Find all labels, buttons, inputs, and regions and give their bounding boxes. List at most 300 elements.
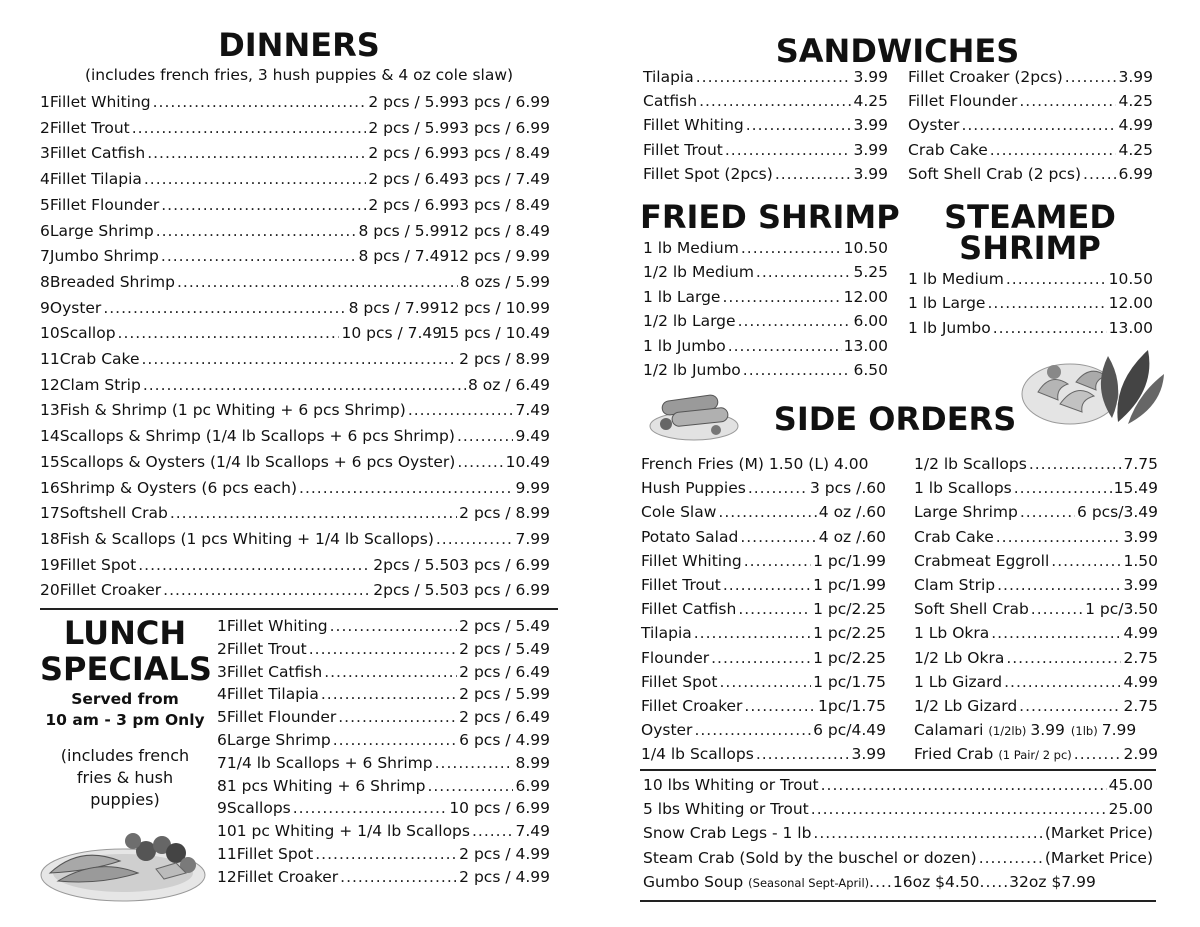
item-price: 4.99 xyxy=(1118,116,1153,135)
table-row xyxy=(40,452,550,472)
table-row xyxy=(40,143,550,163)
list-item xyxy=(908,269,1153,289)
item-name: Soft Shell Crab xyxy=(914,600,1029,619)
leader-dots: ..... xyxy=(979,873,1010,891)
item-price: 4.99 xyxy=(1123,624,1158,643)
list-item xyxy=(908,318,1153,338)
list-item xyxy=(914,575,1158,595)
table-row xyxy=(217,867,550,887)
item-name: Fillet Spot (2pcs) xyxy=(643,164,773,183)
item-number: 12 xyxy=(217,867,237,886)
leader-dots xyxy=(1051,551,1121,571)
leader-dots xyxy=(699,91,851,111)
leader-dots xyxy=(163,580,371,600)
item-name: Fillet Catfish xyxy=(641,600,737,619)
item-name: Soft Shell Crab (2 pcs) xyxy=(908,164,1082,183)
list-item xyxy=(641,551,886,571)
leader-dots xyxy=(177,272,458,292)
item-price: 8.99 xyxy=(515,753,550,772)
leader-dots xyxy=(740,527,816,547)
table-row xyxy=(40,246,550,266)
item-name: 1 lb Jumbo xyxy=(908,318,991,337)
table-row xyxy=(40,555,550,575)
item-number: 20 xyxy=(40,581,60,600)
item-name: 1 lb Medium xyxy=(643,239,739,257)
list-item xyxy=(914,623,1158,643)
list-item xyxy=(908,164,1153,184)
item-name: 1 lb Medium xyxy=(908,270,1004,288)
list-item xyxy=(641,672,886,692)
list-item xyxy=(641,648,886,668)
item-price: 6 pc/4.49 xyxy=(813,721,886,740)
lunch-note-1: (includes french xyxy=(60,746,190,765)
list-item xyxy=(641,478,886,498)
item-price: 3.99 xyxy=(1118,68,1153,86)
list-item xyxy=(641,696,886,716)
leader-dots xyxy=(813,823,1042,843)
item-price: 4 oz /.60 xyxy=(818,503,886,522)
list-item xyxy=(641,575,886,595)
leader-dots xyxy=(738,311,852,331)
list-item xyxy=(914,478,1158,498)
table-row xyxy=(217,707,550,727)
fried-shrimp-title: FRIED SHRIMP xyxy=(640,198,900,236)
list-item xyxy=(914,502,1158,522)
item-price: 2 pcs / 6.99 xyxy=(368,195,460,214)
item-name: Fillet Spot xyxy=(641,672,718,691)
leader-dots xyxy=(103,298,346,318)
list-item xyxy=(643,311,888,331)
item-number: 1 xyxy=(217,617,227,635)
leader-dots xyxy=(299,478,513,498)
item-name: 1 lb Scallops xyxy=(914,479,1012,498)
item-price: 1 pc/3.50 xyxy=(1085,600,1158,619)
table-row xyxy=(40,375,550,395)
item-price: 7.49 xyxy=(515,401,550,420)
item-price: 4.99 xyxy=(1123,672,1158,691)
item-price: 2 pcs / 8.99 xyxy=(459,350,550,368)
item-name: Clam Strip xyxy=(59,375,141,394)
item-number: 3 xyxy=(217,662,227,681)
leader-dots xyxy=(996,527,1122,547)
leader-dots xyxy=(156,221,357,241)
item-number: 3 xyxy=(40,144,50,163)
leader-dots xyxy=(293,798,448,818)
item-name: Jumbo Shrimp xyxy=(49,247,159,266)
item-number: 5 xyxy=(40,195,50,214)
item-price: 3 pcs / 6.99 xyxy=(459,118,550,137)
item-price: 3.99 xyxy=(853,164,888,183)
item-name: 1 Lb Okra xyxy=(914,624,990,643)
leader-dots xyxy=(993,318,1107,338)
item-name: 1 pcs Whiting + 6 Shrimp xyxy=(226,776,426,795)
item-price: 2 pcs / 6.49 xyxy=(459,708,550,727)
item-number: 19 xyxy=(40,555,60,574)
item-number: 11 xyxy=(40,350,60,368)
lunch-title-2: SPECIALS xyxy=(40,650,212,688)
leader-dots xyxy=(338,707,457,727)
leader-dots xyxy=(718,502,816,522)
list-item xyxy=(914,648,1158,668)
list-item xyxy=(914,551,1158,571)
leader-dots xyxy=(143,375,466,395)
list-item xyxy=(643,360,888,380)
item-price: 2 pcs / 5.99 xyxy=(368,93,460,111)
leader-dots xyxy=(427,776,513,796)
item-number: 10 xyxy=(217,822,237,841)
item-name: Large Shrimp xyxy=(226,731,331,749)
leader-dots xyxy=(147,143,366,163)
item-price: 4.25 xyxy=(1118,92,1153,111)
item-price: 15 pcs / 10.49 xyxy=(439,324,550,343)
item-number: 2 xyxy=(217,639,227,658)
item-price: 8 pcs / 5.99 xyxy=(358,221,450,240)
item-name: Fried Crab xyxy=(914,745,994,763)
item-price: 12.00 xyxy=(843,287,888,306)
table-row xyxy=(40,400,550,420)
item-name: Large Shrimp xyxy=(49,221,154,240)
list-item xyxy=(641,623,886,643)
leader-dots xyxy=(1004,672,1121,692)
item-price: 3.99 xyxy=(1123,576,1158,594)
leader-dots xyxy=(138,555,371,575)
leader-dots xyxy=(340,867,457,887)
item-number: 8 xyxy=(217,776,227,795)
item-price: 3.99 xyxy=(1030,721,1065,739)
item-name: 1/4 lb Scallops + 6 Shrimp xyxy=(226,753,433,772)
item-price: 10.50 xyxy=(843,239,888,257)
item-price: 12.00 xyxy=(1108,294,1153,313)
item-number: 5 xyxy=(217,708,227,727)
table-row xyxy=(217,844,550,864)
item-name: Cole Slaw xyxy=(641,503,717,522)
table-row xyxy=(217,639,550,659)
item-name: Fillet Whiting xyxy=(49,93,151,111)
lunch-served-1: Served from xyxy=(71,690,179,708)
leader-dots xyxy=(987,293,1106,313)
leader-dots xyxy=(408,400,514,420)
leader-dots xyxy=(141,349,457,369)
item-price: 15.49 xyxy=(1113,479,1158,498)
item-name: 5 lbs Whiting or Trout xyxy=(643,800,809,819)
item-number: 4 xyxy=(40,170,50,189)
item-name: Shrimp & Oysters (6 pcs each) xyxy=(59,478,298,497)
leader-dots xyxy=(161,246,357,266)
table-row xyxy=(40,323,550,343)
item-price: 45.00 xyxy=(1108,776,1153,794)
table-row xyxy=(40,426,550,446)
leader-dots xyxy=(324,662,457,682)
item-name: Fillet Trout xyxy=(49,118,130,137)
item-name: Softshell Crab xyxy=(59,504,168,523)
table-row xyxy=(217,821,550,841)
item-price: 7.75 xyxy=(1123,455,1158,473)
leader-dots xyxy=(991,623,1121,643)
leader-dots xyxy=(821,775,1107,795)
item-name: Fillet Catfish xyxy=(49,144,146,163)
item-price: 2 pcs / 5.99 xyxy=(459,685,550,704)
list-item xyxy=(908,67,1153,87)
item-price: 2pcs / 5.50 xyxy=(373,581,460,600)
table-row xyxy=(217,730,550,750)
leader-dots xyxy=(696,67,852,87)
leader-dots xyxy=(457,426,514,446)
item-price: 2.75 xyxy=(1123,697,1158,715)
item-price: 8 oz / 6.49 xyxy=(468,375,550,394)
leader-dots xyxy=(457,452,503,472)
item-name: Oyster xyxy=(641,721,693,740)
item-number: 16 xyxy=(40,478,60,497)
item-name: Fillet Trout xyxy=(643,140,723,159)
item-name: Crab Cake xyxy=(59,350,140,368)
list-item xyxy=(641,502,886,522)
egg-rolls-photo xyxy=(646,384,746,444)
leader-dots xyxy=(144,169,366,189)
item-price: 6 pcs / 4.99 xyxy=(459,731,550,749)
leader-dots xyxy=(1065,67,1117,87)
leader-dots xyxy=(728,336,842,356)
leader-dots xyxy=(979,848,1043,868)
item-name: Fish & Shrimp (1 pc Whiting + 6 pcs Shrimp) xyxy=(59,401,406,420)
item-price: 3 pcs / 6.99 xyxy=(459,555,550,574)
list-item xyxy=(914,454,1158,474)
list-item xyxy=(643,775,1153,795)
item-name: Fillet Catfish xyxy=(226,662,323,681)
item-detail: (1 Pair/ 2 pc) xyxy=(998,748,1072,762)
leader-dots xyxy=(132,118,367,138)
item-price: 1pc/1.75 xyxy=(818,697,886,715)
item-name: Large Shrimp xyxy=(914,503,1018,522)
item-name: 1/2 lb Scallops xyxy=(914,455,1027,473)
item-name: Fillet Flounder xyxy=(49,195,160,214)
item-price: 2 pcs / 5.49 xyxy=(459,617,550,635)
bottom-divider xyxy=(640,900,1156,902)
item-price: 1 pc/1.99 xyxy=(813,551,886,570)
item-name: Calamari xyxy=(914,721,984,739)
right-divider xyxy=(640,769,1156,771)
item-price: 9.49 xyxy=(515,427,550,446)
leader-dots xyxy=(1006,648,1121,668)
item-name: Fillet Flounder xyxy=(908,92,1018,111)
item-name: Tilapia xyxy=(643,68,694,86)
item-name: Fillet Croaker xyxy=(641,697,743,715)
leader-dots xyxy=(435,753,514,773)
leader-dots xyxy=(723,575,811,595)
list-item xyxy=(643,140,888,160)
table-row xyxy=(40,349,550,369)
item-number: 9 xyxy=(40,298,50,317)
item-detail: (1/2lb) xyxy=(988,724,1027,738)
leader-dots xyxy=(333,730,457,750)
item-name: Clam Strip xyxy=(914,576,996,594)
item-price: 9.99 xyxy=(515,478,550,497)
item-price: 2.99 xyxy=(1123,745,1158,763)
leader-dots xyxy=(1014,478,1112,498)
item-name: Fillet Whiting xyxy=(643,116,744,135)
item-price: 13.00 xyxy=(1108,318,1153,337)
item-price: 6.00 xyxy=(853,312,888,331)
leader-dots xyxy=(330,616,458,636)
leader-dots: .... xyxy=(869,873,893,891)
steamed-shrimp-title-1: STEAMED xyxy=(944,198,1116,236)
leader-dots xyxy=(725,140,852,160)
table-row xyxy=(217,684,550,704)
item-price: 6.99 xyxy=(515,776,550,795)
leader-dots xyxy=(741,238,842,258)
list-item xyxy=(641,720,886,740)
lunch-note-3: puppies) xyxy=(90,790,160,809)
item-price: 7.99 xyxy=(515,529,550,548)
item-name: Breaded Shrimp xyxy=(49,272,175,291)
item-name: Hush Puppies xyxy=(641,479,746,498)
item-price: 10 pcs / 7.49 xyxy=(341,324,443,343)
item-price: 7.99 xyxy=(1101,721,1137,739)
leader-dots xyxy=(170,503,457,523)
item-price: 3 pcs / 8.49 xyxy=(459,144,550,163)
item-price: (Market Price) xyxy=(1044,824,1153,843)
leader-dots xyxy=(744,551,811,571)
list-item xyxy=(908,140,1153,160)
item-price: 2 pcs / 4.99 xyxy=(459,867,550,886)
item-price: 8 ozs / 5.99 xyxy=(459,272,550,291)
leader-dots xyxy=(743,360,852,380)
list-item xyxy=(643,67,888,87)
item-name: Scallop xyxy=(59,324,116,343)
item-name: Fillet Croaker xyxy=(59,581,162,600)
item-name: Fillet Spot xyxy=(236,845,314,863)
list-item xyxy=(908,91,1153,111)
item-price: 6 pcs/3.49 xyxy=(1077,503,1158,522)
item-number: 14 xyxy=(40,427,60,446)
left-divider xyxy=(40,608,558,610)
item-detail: (1lb) xyxy=(1070,724,1098,738)
item-name: 1 Lb Gizard xyxy=(914,672,1003,691)
list-item xyxy=(643,287,888,307)
item-name: 1/2 Lb Gizard xyxy=(914,697,1018,715)
table-row xyxy=(40,580,550,600)
item-name: 1 lb Large xyxy=(643,287,721,306)
leader-dots xyxy=(744,696,816,716)
item-price: 12 pcs / 9.99 xyxy=(449,247,550,266)
leader-dots xyxy=(997,575,1121,595)
item-price: 1 pc/2.25 xyxy=(813,648,886,667)
item-price: 10.50 xyxy=(1108,270,1153,288)
item-price: 6.50 xyxy=(853,361,888,379)
leader-dots xyxy=(756,262,852,282)
table-row xyxy=(40,195,550,215)
item-price: 2pcs / 5.50 xyxy=(373,555,460,574)
leader-dots xyxy=(309,639,457,659)
item-price: 6.99 xyxy=(1118,164,1153,183)
list-item xyxy=(643,336,888,356)
table-row xyxy=(217,776,550,796)
item-price: 12 pcs / 10.99 xyxy=(439,298,550,317)
item-price: 16oz $4.50 xyxy=(892,873,980,891)
item-price: 13.00 xyxy=(843,336,888,355)
leader-dots xyxy=(722,287,841,307)
list-item xyxy=(908,293,1153,313)
item-number: 12 xyxy=(40,375,60,394)
item-price: 2 pcs / 4.99 xyxy=(459,845,550,863)
leader-dots xyxy=(153,92,367,112)
leader-dots xyxy=(711,648,811,668)
item-name: Crabmeat Eggroll xyxy=(914,551,1050,570)
item-number: 9 xyxy=(217,799,227,818)
item-name: French Fries (M) 1.50 (L) 4.00 xyxy=(641,455,869,473)
item-price: 3 pcs / 8.49 xyxy=(459,195,550,214)
list-item xyxy=(641,527,886,547)
item-price: 1 pc/1.75 xyxy=(813,672,886,691)
item-number: 4 xyxy=(217,685,227,704)
item-name: Fillet Trout xyxy=(226,639,307,658)
table-row xyxy=(217,616,550,636)
item-price: 2 pcs / 8.99 xyxy=(459,504,550,523)
item-name: 10 lbs Whiting or Trout xyxy=(643,776,819,794)
leader-dots xyxy=(990,140,1117,160)
item-name: 1 lb Large xyxy=(908,294,986,313)
leader-dots xyxy=(1006,269,1107,289)
list-item xyxy=(643,262,888,282)
leader-dots xyxy=(118,323,340,343)
list-item xyxy=(643,164,888,184)
item-name: Snow Crab Legs - 1 lb xyxy=(643,824,812,843)
item-price: 3.99 xyxy=(853,140,888,159)
item-name: Fish & Scallops (1 pcs Whiting + 1/4 lb Scallops) xyxy=(59,529,434,548)
leader-dots xyxy=(436,529,514,549)
item-price: 4 oz /.60 xyxy=(818,527,886,546)
table-row xyxy=(40,529,550,549)
item-number: 17 xyxy=(40,504,60,523)
item-price: 2 pcs / 6.49 xyxy=(459,662,550,681)
item-price: 3.99 xyxy=(853,116,888,135)
item-price: 1 pc/2.25 xyxy=(813,624,886,643)
item-name: Fillet Croaker (2pcs) xyxy=(908,68,1063,86)
list-item xyxy=(914,599,1158,619)
item-number: 8 xyxy=(40,272,50,291)
dinners-note: (includes french fries, 3 hush puppies & 4 oz cole slaw) xyxy=(84,66,514,84)
item-name: Fillet Whiting xyxy=(226,617,328,635)
table-row xyxy=(40,118,550,138)
leader-dots xyxy=(1074,744,1122,764)
item-name: Flounder xyxy=(641,648,710,667)
leader-dots xyxy=(1031,599,1083,619)
item-price: 3.99 xyxy=(1123,527,1158,546)
leader-dots xyxy=(775,164,852,184)
item-price: 3 pcs /.60 xyxy=(809,479,886,498)
item-name: Crab Cake xyxy=(908,140,988,159)
fried-platter-photo xyxy=(38,815,208,905)
list-item xyxy=(643,799,1153,819)
leader-dots xyxy=(720,672,812,692)
table-row xyxy=(40,503,550,523)
item-name: Gumbo Soup xyxy=(643,873,744,891)
item-price: 2.75 xyxy=(1123,648,1158,667)
leader-dots xyxy=(1019,696,1121,716)
item-price: 3 pcs / 7.49 xyxy=(459,170,550,189)
item-name: Scallops xyxy=(226,799,291,818)
gumbo-row xyxy=(643,872,1153,893)
list-item xyxy=(643,115,888,135)
item-price: 10.49 xyxy=(505,452,550,471)
leader-dots xyxy=(738,599,811,619)
item-number: 18 xyxy=(40,529,60,548)
item-price: 2 pcs / 5.49 xyxy=(459,639,550,658)
list-item xyxy=(914,672,1158,692)
item-name: 1/2 lb Large xyxy=(643,312,736,331)
leader-dots xyxy=(315,844,457,864)
list-item xyxy=(914,744,1158,765)
list-item xyxy=(641,744,886,764)
